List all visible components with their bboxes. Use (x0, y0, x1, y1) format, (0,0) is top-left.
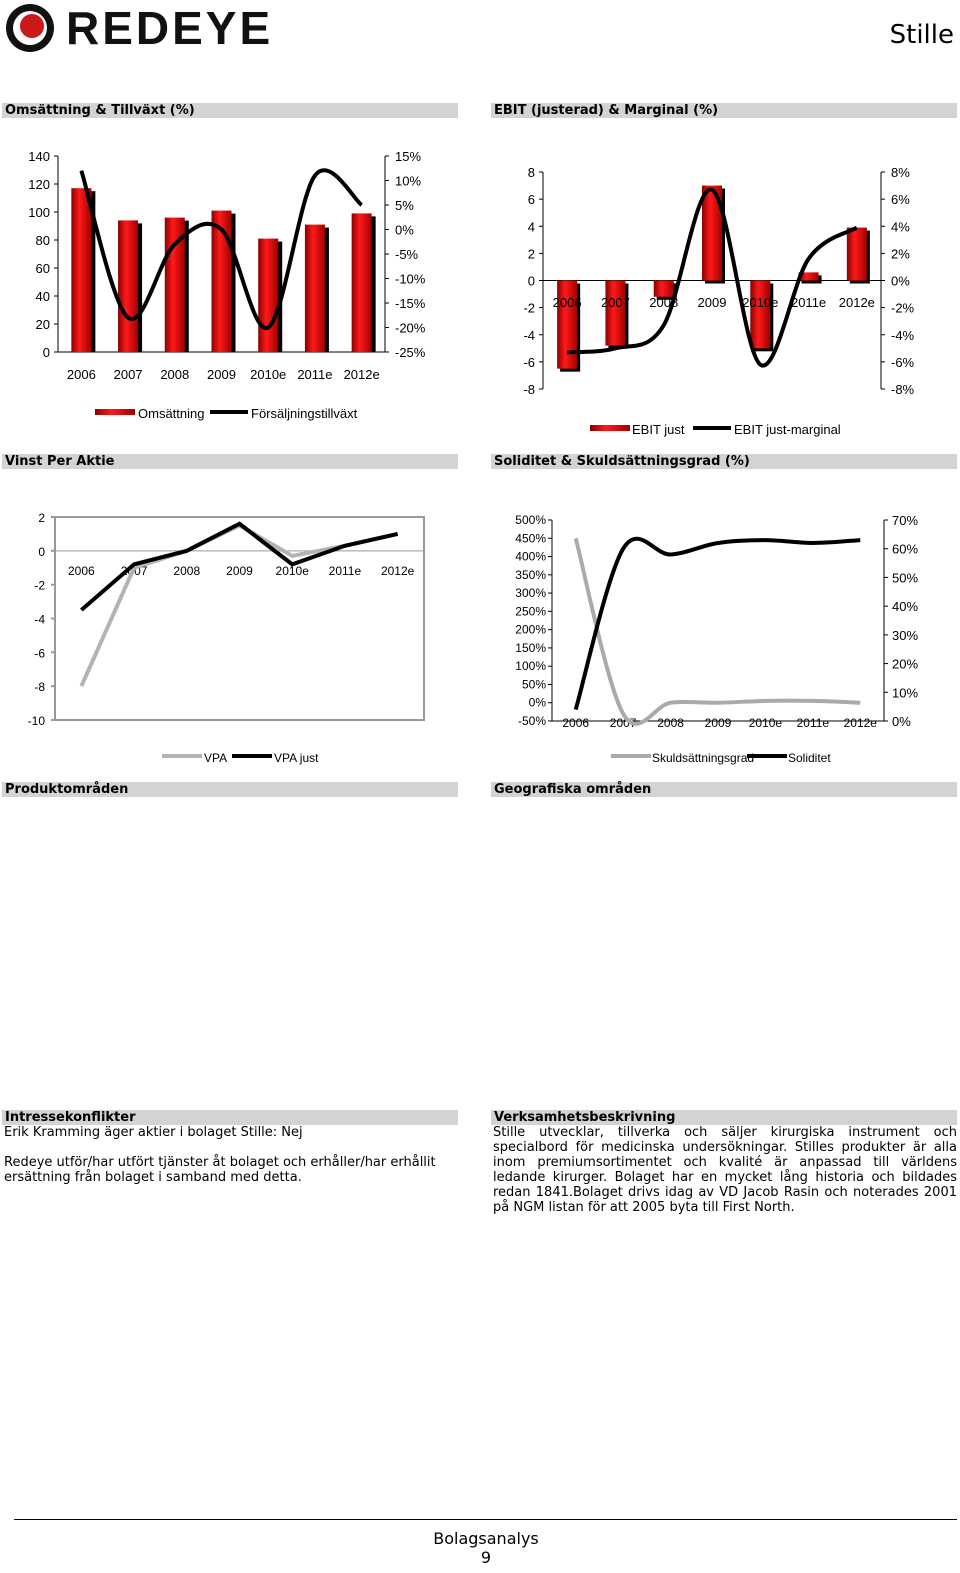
x-tick-label: 2008 (160, 367, 190, 382)
y-axis-right-label: 60% (892, 541, 919, 557)
x-tick-label: 2008 (649, 295, 679, 310)
x-tick-label: 2011e (328, 563, 362, 578)
y-axis-left-label: 4 (527, 219, 535, 235)
legend-omsattning: Omsättning (138, 406, 205, 421)
chart-vpa (0, 505, 470, 775)
x-tick-label: 2006 (66, 367, 96, 382)
y-axis-right-label: -25% (395, 345, 426, 360)
intresse-line-2: Redeye utför/har utfört tjänster åt bolaget och erhåller/har erhållit ersättning från bolaget i samband med detta. (4, 1155, 436, 1185)
y-axis-left-label: 120 (28, 177, 50, 192)
y-axis-left-label: 80 (35, 233, 50, 248)
y-axis-label: -8 (34, 680, 45, 695)
line-vpa (81, 525, 397, 686)
y-axis-label: 0 (38, 544, 45, 559)
section-intressekonflikter: Intressekonflikter (2, 1110, 458, 1125)
y-axis-label: 2 (38, 511, 45, 525)
section-vinst: Vinst Per Aktie (2, 454, 458, 469)
bar-omsattning (305, 225, 325, 352)
bar-omsattning (71, 188, 91, 352)
section-soliditet: Soliditet & Skuldsättningsgrad (%) (491, 454, 957, 469)
bar-ebit-just (847, 228, 867, 281)
y-axis-right-label: 6% (891, 192, 910, 208)
footer-divider (14, 1519, 957, 1520)
y-axis-right-label: 30% (892, 627, 919, 643)
bar-ebit-just (605, 281, 625, 346)
y-axis-label: -2 (34, 578, 45, 593)
y-axis-label: 350% (515, 567, 546, 582)
y-axis-left-label: -2 (523, 300, 535, 316)
x-tick-label: 2008 (657, 716, 684, 730)
legend-soliditet: Soliditet (788, 751, 831, 765)
y-axis-label: 50% (521, 677, 546, 692)
y-axis-label: 150% (515, 640, 546, 655)
y-axis-right-label: 0% (892, 714, 911, 729)
legend-skuldsattningsgrad: Skuldsättningsgrad (652, 751, 755, 765)
y-axis-right-label: -20% (395, 320, 426, 336)
y-axis-label: -50% (517, 714, 546, 728)
y-axis-label: 250% (515, 604, 546, 619)
y-axis-right-label: 8% (891, 165, 910, 180)
y-axis-left-label: 140 (28, 149, 50, 164)
line-skuldsattningsgrad (576, 538, 861, 724)
company-name: Stille (889, 20, 954, 50)
x-tick-label: 2009 (697, 295, 727, 310)
x-tick-label: 2009 (704, 716, 732, 730)
y-axis-right-label: -2% (891, 300, 915, 316)
x-tick-label: 2011e (790, 295, 827, 310)
y-axis-right-label: 10% (395, 173, 422, 189)
legend-ebit-just: EBIT just (632, 422, 685, 437)
redeye-logo (4, 2, 273, 54)
section-verksamhetsbeskrivning: Verksamhetsbeskrivning (491, 1110, 957, 1125)
x-tick-label: 2008 (173, 563, 201, 578)
y-axis-right-label: -5% (395, 247, 419, 262)
y-axis-label: 300% (515, 586, 546, 601)
footer-label: Bolagsanalys (433, 1529, 539, 1548)
legend-ebit-marginal: EBIT just-marginal (734, 422, 841, 437)
footer-page-number: 9 (480, 1548, 492, 1567)
x-tick-label: 2006 (552, 295, 582, 310)
x-tick-label: 2012e (343, 367, 380, 382)
y-axis-label: 100% (515, 659, 546, 674)
x-tick-label: 2006 (68, 563, 95, 578)
y-axis-right-label: 70% (892, 513, 919, 528)
y-axis-label: -10 (27, 714, 45, 728)
y-axis-left-label: 6 (527, 192, 535, 208)
legend-swatch-bar (590, 425, 630, 431)
chart-soliditet (488, 505, 960, 775)
x-tick-label: 2007 (609, 716, 637, 730)
x-tick-label: 2006 (562, 716, 590, 730)
x-tick-label: 2009 (207, 367, 236, 382)
section-ebit: EBIT (justerad) & Marginal (%) (491, 103, 957, 118)
y-axis-label: 0% (528, 695, 546, 710)
section-geo: Geografiska områden (491, 782, 957, 797)
x-tick-label: 2012e (843, 716, 877, 730)
y-axis-right-label: 50% (892, 570, 919, 586)
chart-ebit (488, 155, 958, 445)
y-axis-right-label: -15% (395, 296, 426, 311)
redeye-eye-icon (4, 2, 56, 54)
y-axis-right-label: -10% (395, 271, 426, 287)
legend-vpa: VPA (204, 751, 228, 765)
y-axis-label: 450% (515, 531, 546, 546)
y-axis-right-label: -4% (891, 327, 915, 343)
y-axis-left-label: 0 (42, 345, 50, 360)
x-tick-label: 2012e (838, 295, 875, 310)
x-tick-label: 2007 (120, 563, 148, 578)
y-axis-right-label: 20% (892, 656, 919, 672)
y-axis-left-label: 2 (527, 246, 535, 262)
y-axis-right-label: 2% (891, 246, 910, 262)
y-axis-right-label: 4% (891, 219, 910, 235)
y-axis-label: 200% (515, 622, 546, 637)
bar-ebit-just (557, 281, 577, 369)
logo-text: REDEYE (66, 2, 274, 54)
y-axis-label: -4 (34, 612, 45, 627)
chart-omsattning (0, 140, 470, 440)
y-axis-right-label: -6% (891, 354, 915, 370)
bar-omsattning (118, 220, 138, 352)
y-axis-label: 400% (515, 549, 546, 564)
y-axis-left-label: 40 (35, 289, 50, 304)
y-axis-right-label: 5% (395, 198, 414, 213)
x-tick-label: 2010e (748, 716, 783, 730)
x-tick-label: 2010e (275, 563, 309, 578)
y-axis-left-label: -8 (523, 382, 535, 397)
y-axis-label: 500% (515, 513, 546, 527)
y-axis-left-label: 60 (35, 261, 50, 276)
x-tick-label: 2009 (226, 563, 253, 578)
x-tick-label: 2007 (113, 367, 143, 382)
y-axis-left-label: 8 (527, 165, 535, 180)
y-axis-right-label: 10% (892, 685, 919, 701)
y-axis-left-label: 100 (28, 205, 50, 220)
legend-vpa-just: VPA just (274, 751, 319, 765)
x-tick-label: 2010e (742, 295, 779, 310)
y-axis-left-label: 0 (527, 273, 535, 289)
line-soliditet (576, 539, 861, 710)
bar-omsattning (352, 213, 372, 352)
y-axis-left-label: -6 (523, 354, 535, 370)
bar-omsattning (258, 239, 278, 352)
y-axis-left-label: -4 (523, 327, 535, 343)
x-tick-label: 2010e (250, 367, 287, 382)
intresse-line-1: Erik Kramming äger aktier i bolaget Stille: Nej (4, 1125, 303, 1140)
y-axis-label: -6 (34, 646, 45, 661)
y-axis-right-label: 15% (395, 149, 422, 164)
section-produkt: Produktområden (2, 782, 458, 797)
legend-swatch-bar (95, 409, 135, 415)
y-axis-right-label: 0% (395, 222, 414, 238)
x-tick-label: 2011e (796, 716, 830, 730)
y-axis-right-label: 0% (891, 273, 910, 289)
bar-ebit-just (750, 281, 770, 349)
y-axis-right-label: -8% (891, 382, 915, 397)
legend-forsaljningstillvaxt: Försäljningstillväxt (251, 406, 358, 421)
section-omsattning: Omsättning & Tillväxt (%) (2, 103, 458, 118)
y-axis-right-label: 40% (892, 599, 919, 615)
x-tick-label: 2007 (600, 295, 630, 310)
verksamhet-text: Stille utvecklar, tillverka och säljer kirurgiska instrument och specialbord för medicinska undersökningar. Stilles produkter är alla inom premiumsortimentet och kvalité är anpassad till världens ledande kirurger. Bolaget har en mycket lång historia och bildades redan 1841.Bolaget drivs idag av VD Jacob Rasin och noterades 2001 på NGM listan för att 2005 byta till First North. (493, 1125, 957, 1215)
x-tick-label: 2012e (380, 563, 415, 578)
y-axis-left-label: 20 (35, 317, 50, 332)
x-tick-label: 2011e (297, 367, 333, 382)
